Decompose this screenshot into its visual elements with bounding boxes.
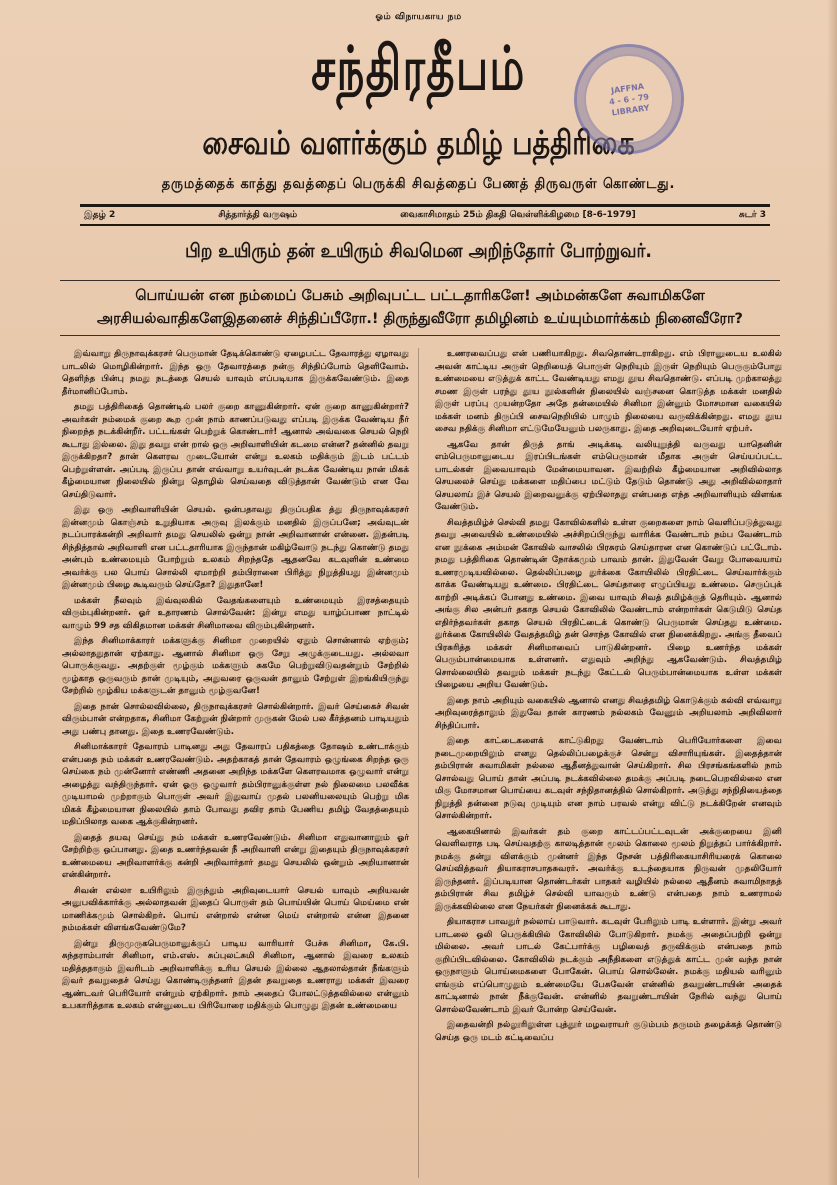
- left-column: [62, 348, 409, 1178]
- article-paragraph: உணரவைப்பது என் பணியாகிறது. சிவதொண்டராகிறது. எம் பிரானுடைய உலகில் அவன் காட்டிய அருள் நெறியைத் பொருள் நெறியும் இருள் நெறியும் பெருகும்போது உண்மையை எடுத்துக் காட்ட வேண்டியது எமது தூய சிவதொண்டு. எப்படி முற்காலத்து சமண இருள் பரந்து தூய நூல்களின் நிலையில் வஞ்சனை கொடுத்த மக்கள் மனதில் இருள் பரப்பு முயன்றதோ அதே தன்மையில் சினிமா இன்னும் மோசமான வகையில் மக்கள் மனம் திருப்பி சைவநெறியில் பாழும் நிலையை வருவிக்கின்றது. எமது தூய சைவ நதிக்கு சினிமா எட்டுமேயேனும் பலருகாது. இதை அறிவுடையோர் ஏற்பர்.: [435, 349, 782, 434]
- article-paragraph: இதை காட்டைகளைக் காட்டுகிறது வேண்டாம் பெரியோர்களை இவை நடைமுறையிலும் எனது தெல்லிப்பழைக்குச் சென்று விசாரியுங்கள். இதைத்தான் தம்பிரான் சுவாமிகள் நல்லை ஆதீனத்துவான் செய்கிறார். சில பிரசங்கங்களில் நாம் சொல்வது பொய் தான் அப்படி நடக்கவில்லை தமக்கு அப்படி நடைபெறவில்லை என மிகு மோசமான பொய்யை கடவுள் சந்நிதானத்தில் சொல்கிறார். அடுத்து சந்நிதியைத்தை நிறுத்தி தன்னை நடுவு முடியும் என நாம் பரவல் என்று விட்டு நடக்கிறேன் எனவும் சொல்கின்றார்.: [435, 736, 782, 821]
- article-paragraph: ஆகையினால் இவர்கள் தம் குறை காட்டப்பட்டவுடன் அக்குறையை இனி வெளிவராத படி செய்வதற்கு காலடித்தான் மூலம் கொலை மூலம் நிறுத்தப் பார்க்கிறார். நமக்கு தன்று விளக்கும் முன்னர் இந்த நேசன் பத்திரிகையாசிரியரைக் கொலை செய்வித்தவர் தியாகராசபாதசுவரர். அவர்க்கு உடந்தையாக நிருவன் முதலியோர் இருந்தனர். இப்படியான தொண்டர்கள் பாதகர் வழியில் நல்லை ஆதீனம் சுவாமிநாதத் தம்பிரான் சிவ தமிழ்ச் செல்வி யாவரும் உண்டு என்பதை நாம் உணராமல் இருக்கவில்லை என நேயர்கள் நினைக்கக் கூடாது.: [435, 826, 782, 912]
- issue-year: சித்தார்த்தி வருஷம்: [218, 210, 298, 220]
- sub-headline-line-2: அரசியல்வாதிகளேஇதனைச் சிந்திப்பீரோ.! திருந்துவீரோ தமிழினம் உய்யும்மார்க்கம் நினைவீரோ?: [97, 311, 743, 327]
- article-paragraph: இதை நான் சொல்லவில்லை, திருநாவுக்கரசர் சொல்கின்றார். இவர் செய்கைச் சிவன் விரும்பான் என்றதாக, சினிமா கேற்றுன் நின்றார் முருகன் மேல் பல கீர்த்தனம் பாடியதும் அது பண்பு தானது. இதை உணரவேண்டும்.: [62, 701, 409, 737]
- tagline: சைவம் வளர்க்கும் தமிழ் பத்திரிகை: [202, 123, 635, 162]
- article-paragraph: சிவன் எல்லா உயிரிலும் இருந்தும் அறிவுடையார் செயல் யாவும் அறியவன் அனுபவிக்கார்க்கு அல்லாதவன் இதைப் பொருள் தம் பொய்யின் பொய் மெய்மை என் மாணிக்கமும் சொல்கிறர். பொய் என்றால் என்ன மெய் என்றால் என்ன இதனை நம்மக்கள் விளங்கவேண்டுமே?: [62, 885, 409, 933]
- article-paragraph: தமது பத்திரிகைத் தொண்டில் பலர் குறை காணுகின்றார். ஏன் குறை காணுகின்றார்? அவர்கள் நம்மைக் குறை கூற முன் நாம் காணப்படுவது எப்படி இருக்க வேண்டிய நீர் நிறைந்த நடக்கின்றீர். பட்டங்கள் பெற்றுக் கொண்டார்! ஆனால் அவ்வகை செயல் நெறி கூடாது இல்லை. இது தவறு என் றால் ஒரு அறிவாளியின் கடமை என்ன? தன்னில் தவறு இருக்கிறதா? தான் கௌரவ முடையோன் என்று உலகம் மதிக்கும் இடம் பட்டம் பெற்றுள்ளன். அப்படி இருப்ப தான் எவ்வாறு உயர்வுடன் நடக்க வேண்டிய நான் மிகக் கீழ்மையான நிலையில் நின்று தொழில் செய்வதை விடுத்தான் வேண்டும் என வே செய்திடுவார்.: [62, 402, 409, 500]
- article-paragraph: இதை நாம் அறியும் வகையில் ஆனால் எனது சிவத்தமிழ் கொடுக்கும் கல்வி எவ்வாறு அறிவுரைத்தாலும் இதுவே தான் காரணம் நல்லகம் வேணும் அறியலாம் அறிவிலார் சிந்திப்பார்.: [435, 695, 782, 731]
- main-headline: பிற உயிரும் தன் உயிரும் சிவமென அறிந்தோர் போற்றுவர்.: [185, 240, 652, 262]
- article-paragraph: மக்கள் நீலவும் இவ்வுலகில் வேதங்களையும் உண்மையும் இரசத்தையும் விரும்புகின்றனர். ஓர் உதாரணம் சொல்வேன்: இன்று எமது யாழ்ப்பாண நாட்டில் வாழும் 99 சத விகிதமான மக்கள் சினிமாவை விரும்புகின்றனர்.: [62, 595, 409, 631]
- article-paragraph: இதைவன்றி நல்லூரிலுள்ள புத்தூர் மழவராயர் குடும்பம் தருமம் தழைக்கத் தொண்டு செய்த ஒரு மடம் கட்டிவைப்ப: [435, 1020, 782, 1043]
- article-paragraph: இவ்வாறு திருநாவுக்கரசர் பெருமான் தேடிக்கொண்டு ஏழைபட்ட தேவாரத்து ஏழாவது பாடலில் மொழிகின்றார். இந்த ஒரு தேவாரத்தை நன்கு சிந்திப்போம் தெளிவோம். தெளிந்த பின்பு நமது நடத்தை செயல் யாவும் எப்படியாக இருக்கவேண்டும். இதை தீர்மானிப்போம்.: [62, 349, 409, 397]
- article-paragraph: ஆகவே தான் திருத் தாங் அடிக்கடி வலியுறுத்தி வருவது யாதெனின் எம்பெருமானுடைய இரப்பிடங்கள் எம்பெருமான் மீதாக அருள் செய்யப்பட்ட பாடல்கள் இவையாவும் மேன்மையாவன. இவற்றில் கீழ்மையான அறிவில்லாத செயலைச் செய்து மக்களை மதிப்பை மட்டும் தேடும் தொண்டு அது அறிவில்லாதார் செயலாய் இச் செயல் இறைவனுக்கு ஏற்பிலாதது என்பதை எந்த அறிவாளியும் விளங்க வேண்டும்.: [435, 439, 782, 512]
- issue-info-bar: [80, 204, 770, 226]
- masthead-title: சந்திரதீபம்: [311, 34, 526, 104]
- article-paragraph: இதைத் தயவு செய்து நம் மக்கள் உணரவேண்டும். சினிமா எதுவானாலும் ஓர் சேற்றிற்கு ஒப்பானது. இதை உணர்ந்தவன் நீ அறிவாளி என்று இதையும் திருநாவுக்கரசர் உண்மையை அறிவாளர்க்கு கன்றி அறிவார்தார் தமது செயலில் ஒன்றும் அறியானான் என்கின்றார்.: [62, 832, 409, 880]
- stamp-line-3: LIBRARY: [611, 102, 650, 117]
- article-paragraph: இந்த சினிமாக்காரர் மக்களுக்கு சினிமா முறையில் ஏதும் சொன்னால் ஏற்கும்; அல்லாததுதான் ஏற்காது. ஆனால் சினிமா ஒரு சேறு அழுக்குடையது. அல்லவா பொருக்குவது. அதற்குள் மூழ்கும் மக்களும் சுகமே பெற்றுவிடுவதன்றும் சேற்றில் மூழ்காத ஒருவரும் தான் முடியும், அதுவரை ஒருவன் தானும் சேற்றுள் இறங்கியிருந்து சேற்றில் மூழ்கிய மக்களுடன் தானும் மூழ்குவனே!: [62, 636, 409, 696]
- article-paragraph: சினிமாக்காரர் தேவாரம் பாடினது அது தேவாரப் பதிகத்தை தோஷம் உண்டாக்கும் என்பதை நம் மக்கள் உணரவேண்டும். அதற்காகத் தான் தேவாரம் ஒழுங்கை சிறந்த ஒரு செய்கை நம் முன்னோர் எண்ணி அதனை அறிந்த மக்களே கௌரவமாக ஒழுவார் என்று அழைத்து வந்திருந்தார். ஏன் ஓரு ஒழுவார் தம்பிரானுக்குள்ள நல் நிலைமை பலவீக்க முடியாமல் முற்றாகும் பொருள் அவர் இதுவாய் முதல் பலனியலையும் பெற்று மிக மிகக் கீழ்மையான நிலையில் தாம் போவது தவிர தாம் பேணிய தமிழ் வேதத்தையும் மதிப்பிலாத வகை ஆக்குகின்றனர்.: [62, 742, 409, 827]
- article-paragraph: இன்று திருமுருகபெருமானுக்குப் பாடிய வாரியார் பேச்சு சினிமா, கே.பி. சுந்தராம்பாள் சினிமா, எம்.எஸ். சுப்புலட்சுமி சினிமா, ஆனால் இவரை உலகம் மதித்ததாகும் இவரிடம் அறிவாளிக்கு உரிய செயல் இல்லை ஆதலால்தான் நீங்களும் இவர் தவறுதைச் செய்து கொண்டிருந்தனர் இதன் தவறுதை உணராது மக்கள் இவரை ஆண்டவர் பெரியோர் என்றும் ஏற்கிறார். நாம் அதைப் போலட்டுத்தவில்லை என்னும் உபகாரித்தாக உலகம் என்னுடைய பிரியோரை மதிக்கும் பொழுது இதன் உண்மையை: [62, 938, 409, 1011]
- article-paragraph: சிவத்தமிழ்ச் செல்வி தமது கோவில்களில் உள்ள குறைகளை நாம் வெளிப்படுத்துவது தவறு அவையில் உண்மையில் அச்சிறப்பிருந்து வாரிக்க வேண்டாம் நம்ப வேண்டாம் என நூக்கை அம்மன் கோவில் வாசலில் பிரசுரம் செய்தாரன என கொண்டுப் பட்டோம். நமது பத்திரிகை தொண்டின் நோக்கமும் பாவம் தான். இதுவேன் வேறு போவையாய் உணரமுடியவில்லை. தெல்லிப்பழை துர்க்கை கோயிலில் பிரதிட்டை செய்வார்க்கும் காக்க வேண்டியது உண்மை. பிரதிட்டை செய்தாரை எழுப்பியது உண்மை. செருப்புக் காற்றி அடிக்கப் போனது உண்மை. இவை யாவும் சிவத் தமிழ்க்குத் தெரியும். ஆனால் அங்கு சில அன்பர் தகாத செயல் கோவிலில் வேண்டாம் என்றார்கள் கெடுமிடு செய்த எதிர்ந்தவர்கள் தகாத செயல் பிரதிட்டைக் கொண்டு பெருமான் செய்தது உண்மை. துர்க்கை கோயிலில் வேதத்தமிழ் தன் சொந்த கோவில் என நினைக்கிறது. அங்கு தீவைப் பிரசுரித்த மக்கள் சினிமாவைப் பாடுகின்றனர். பிழை உணர்ந்த மக்கள் பெரும்பான்மையாக உள்ளனர். எதுவும் அறிந்து ஆகவேண்டும். சிவத்தமிழ் சொல்லையில் தவறும் மக்கள் நடந்து கேட்டல் பெரும்பான்மையாக உள்ள மக்கள் பிழையை அறிய வேண்டும்.: [435, 517, 782, 690]
- stamp-line-1: JAFFNA: [610, 81, 645, 95]
- article-paragraph: இது ஒரு அறிவாளியின் செயல். ஒன்பதாவது திருப்பதிக த்து திருநாவுக்கரசர் இன்னமும் கொஞ்சம் உறுதியாக அருவு இலக்கும் மனதில் இருப்பனே; அவ்வுடன் நடப்பாரக்கன்றி அறிவார் தமது செயலில் ஒன்று நான் அறிவானான் என்னை. இதன்படி சிந்தித்தால் அறிவாளி என பட்டதாரியாக இருந்தான் மகிழ்வோடு நடந்து கொண்டு தமது அன்பும் உண்மையும் போற்றும் உலகம் சிறந்ததே ஆதனவே கடவுளின் உண்மை அவர்க்கு பல பொய் சொல்லி ஏமாற்றி தம்பிரானை பிரித்து நிறுத்தியது இன்னமும் இன்னமும் பிழை கூடிவரும் செய்தோ? இதுதானே!: [62, 505, 409, 590]
- blessing-line: ஓம் விநாயகாய நம: [375, 12, 462, 22]
- motto-line: தருமத்தைக் காத்து தவத்தைப் பெருக்கி சிவத்தைப் பேணத் திருவருள் கொண்டது.: [161, 176, 676, 192]
- stamp-line-2: 4 - 6 - 79: [608, 91, 650, 107]
- issue-number: சுடர் 3: [738, 210, 766, 220]
- right-column: [435, 348, 782, 1178]
- article-paragraph: தியாகராச பாவதுர் நல்லாய் பாடுவார். கடவுள் பேரிலும் பாடி உள்ளார். இன்று அவர் பாடலை ஒலி பெருக்கியில் கோவிலில் போடுகிறார். நமக்கு அதைப்பற்றி ஒன்று மில்லை. அவர் பாடல் கேட்பார்க்கு பழிவைத் தருவிக்கும் என்பதை நாம் குறிப்பிடவில்லை. கோவிலில் நடக்கும் அநீதிகளை எடுத்துக் காட்ட முன் வந்த நான் ஒருநாளும் பொய்மைகளை போகேன். பொய் சொல்லேன். நமக்கு மதியல் வரினும் எங்கும் எப்பொழுதும் உண்மையே பேசுவேன் என்னில் தவறுண்டாயின் அதைக் காட்டினால் நான் நீக்குவேன். என்னில் தவறுண்டாயின் நேரில் வந்து பொய் சொல்லவேண்டாம் இவர் போன்ற செய்வேன்.: [435, 917, 782, 1015]
- sub-headline-line-1: பொய்யன் என நம்மைப் பேசும் அறிவுபட்ட பட்டதாரிகளே! அம்மன்களே சுவாமிகளே: [135, 288, 705, 304]
- issue-volume: இதழ் 2: [84, 210, 116, 220]
- article-body: [62, 348, 782, 1178]
- page-edge-shadow: [827, 0, 837, 1185]
- sub-headline: [60, 280, 780, 336]
- issue-date: வைகாசிமாதம் 25ம் திகதி வெள்ளிக்கிழமை [8-6-1979]: [400, 210, 636, 220]
